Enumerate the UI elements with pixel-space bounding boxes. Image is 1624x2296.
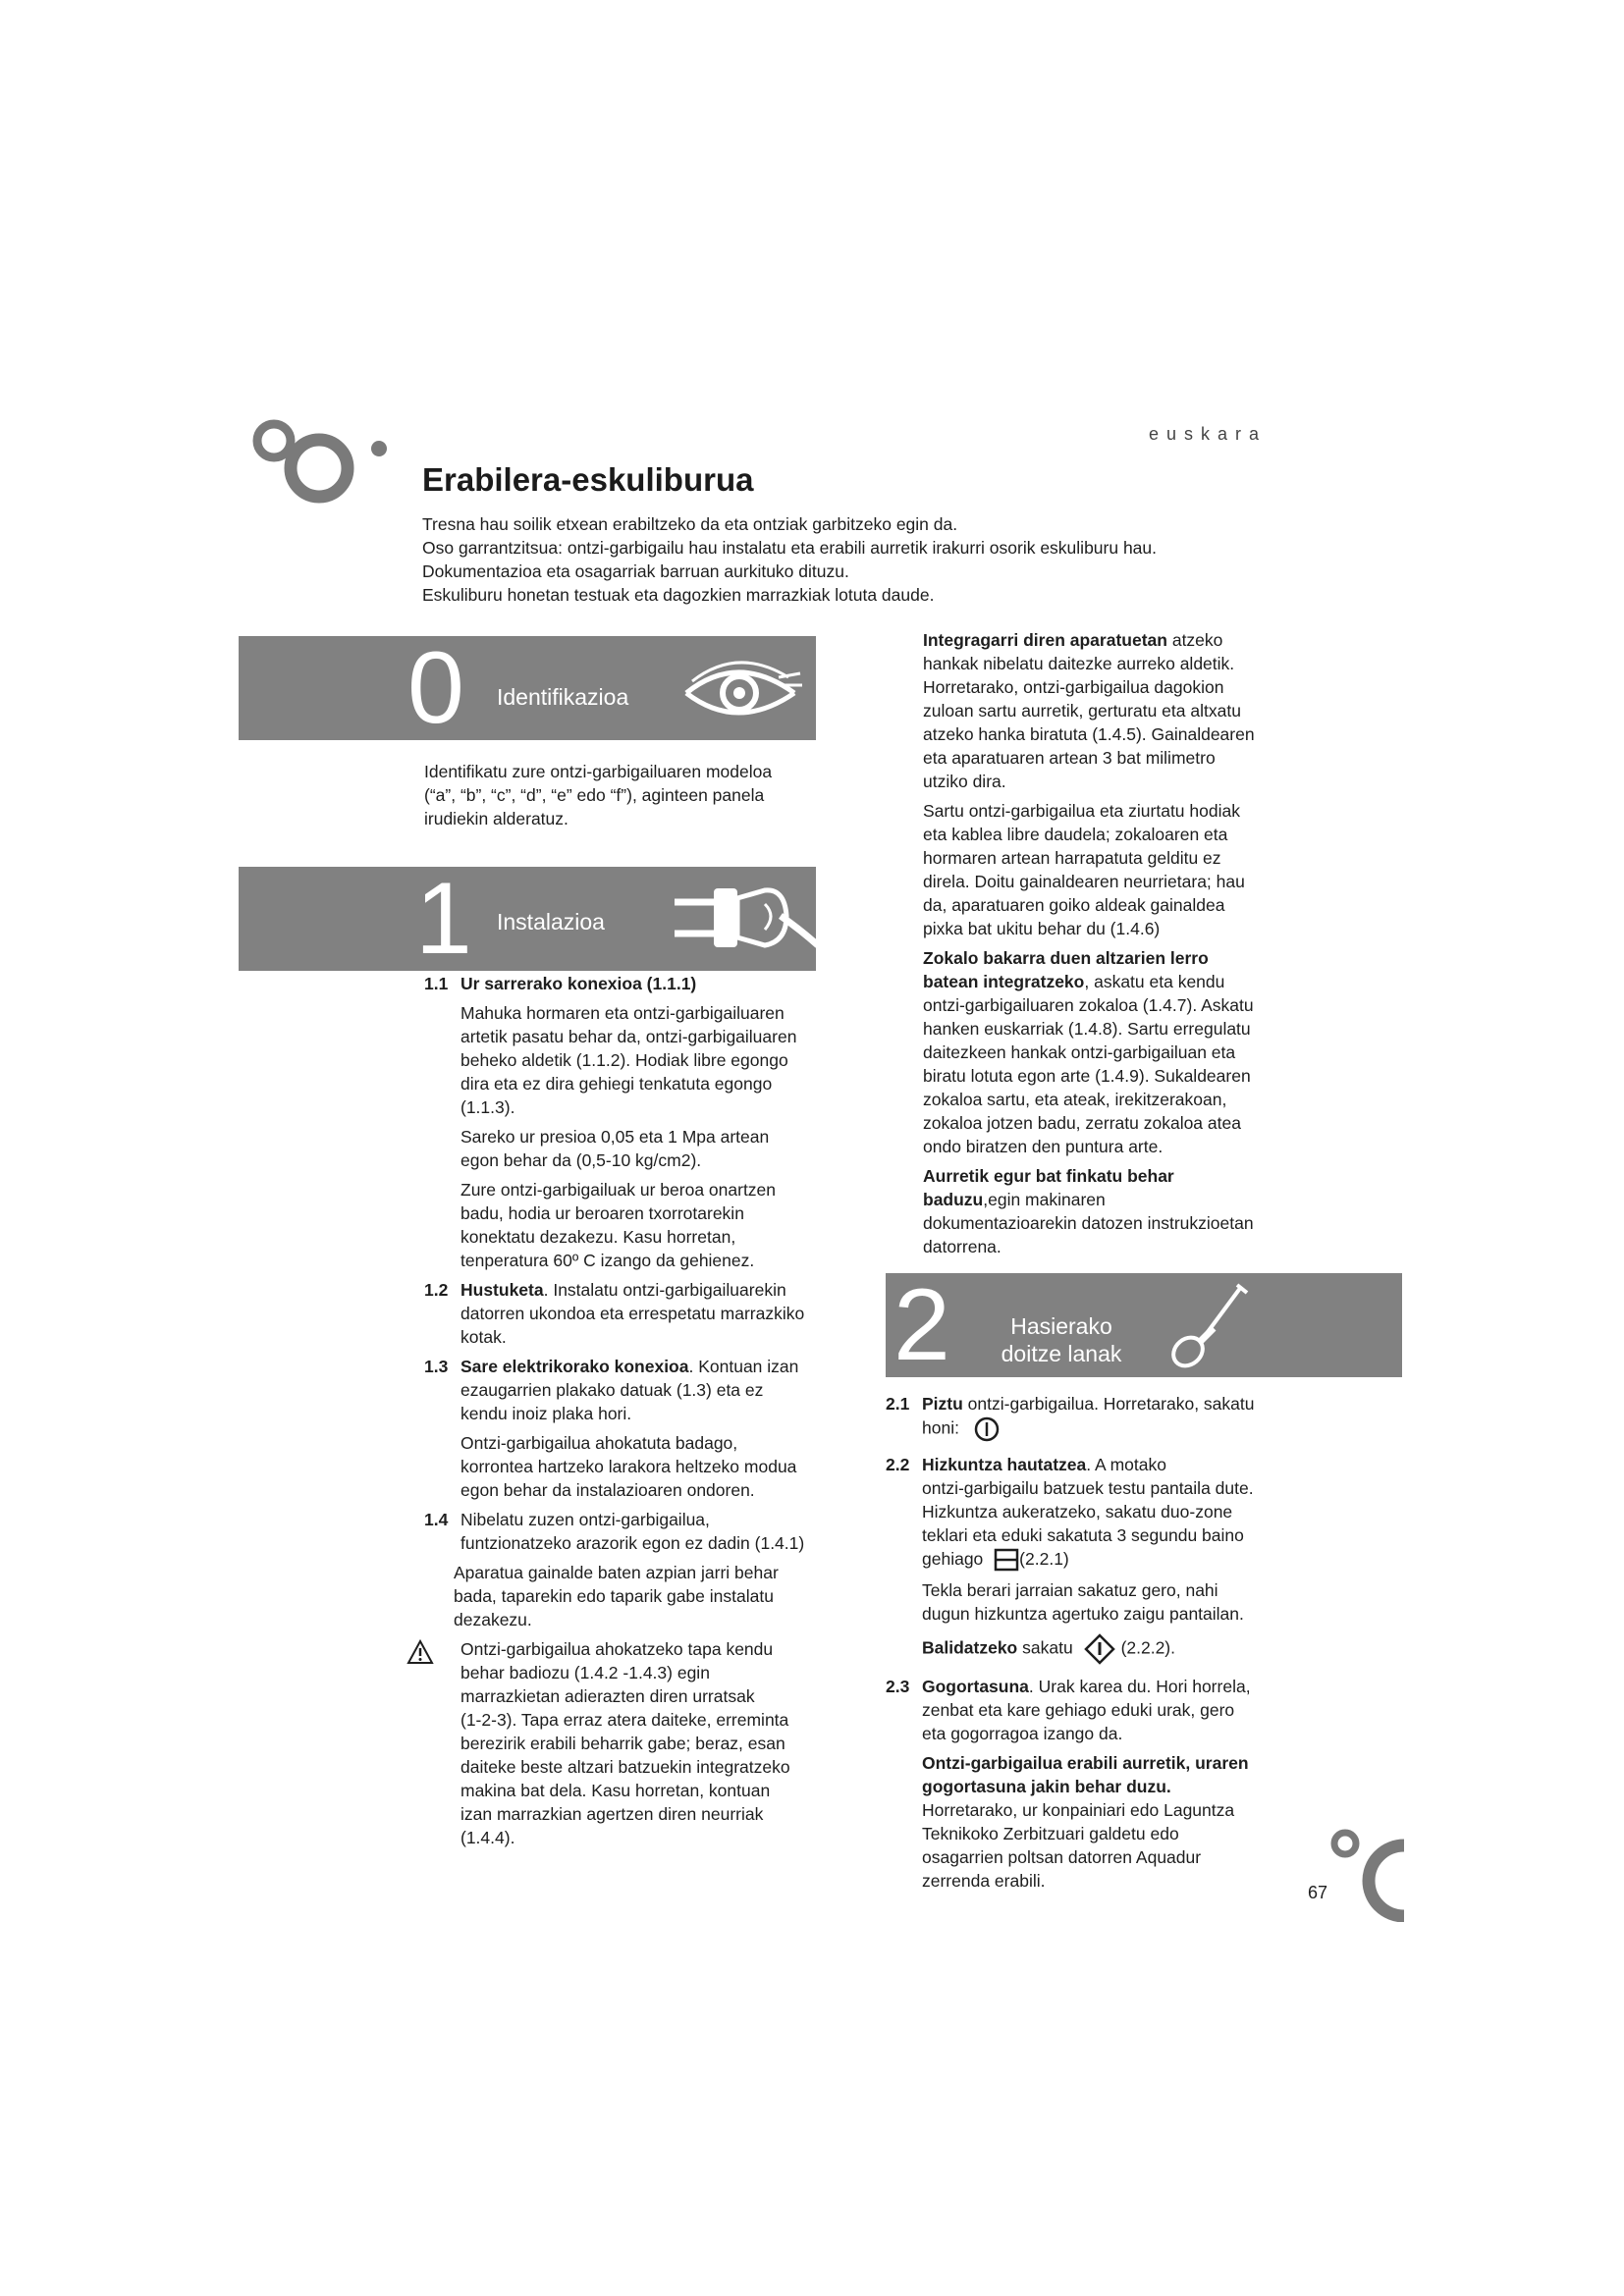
body-line: (1.4.4). (460, 1828, 515, 1847)
body-line: datorrena. (923, 1237, 1001, 1256)
body-line: korrontea hartzeko larakora heltzeko modua (460, 1457, 797, 1476)
section-title: Identifikazioa (497, 684, 629, 710)
body-line: ontzi-garbigailuaren zokaloa (1.4.7). Askatu (923, 995, 1254, 1015)
eye-icon (678, 648, 804, 730)
section-1-header (239, 867, 816, 971)
body-line: hanken euskarriak (1.4.8). Sartu erregulatu (923, 1019, 1251, 1039)
body-line: atzeko hanka biratuta (1.4.5). Gainaldearen (923, 724, 1255, 744)
body-line: Horretarako, ur konpainiari edo Laguntza (922, 1800, 1235, 1821)
bold-text: batean integratzeko (923, 972, 1085, 991)
body-line: marrazkietan adierazten diren urratsak (460, 1686, 755, 1706)
body-line: (1.1.3). (460, 1097, 515, 1117)
footer-logo (1329, 1826, 1404, 1922)
brand-logo (247, 416, 395, 507)
body-line: zuloan sartu aurretik, gerturatu eta altxatu (923, 701, 1241, 721)
body-line: direla. Doitu gainaldearen neurrietara; hau (923, 872, 1245, 891)
item-1-1 (424, 972, 827, 995)
body-line: dezakezu. (454, 1610, 532, 1629)
intro-line: Dokumentazioa eta osagarriak barruan aurkituko dituzu. (422, 561, 849, 581)
body-line: Zure ontzi-garbigailuak ur beroa onartzen (460, 1180, 777, 1200)
body-line: ontzi-garbigailu batzuek testu pantaila dute. (922, 1478, 1254, 1498)
paragraph (923, 946, 1306, 1158)
item-number: 1.4 (424, 1510, 449, 1529)
body-line: funtzionatzeko arazorik egon ez dadin (1.4.1) (460, 1533, 805, 1553)
body-line: (1-2-3). Tapa erraz atera daiteke, erreminta (460, 1710, 789, 1730)
section-number: 2 (893, 1273, 950, 1377)
bold-text: Balidatzeko (922, 1638, 1018, 1658)
body-text: ,egin makinaren (983, 1190, 1106, 1209)
paragraph (923, 799, 1306, 940)
body-text: honi: (922, 1417, 959, 1438)
body-line: zokaloa sartu, eta ateak, irekitzerakoan, (923, 1090, 1227, 1109)
item-title: Piztu (922, 1394, 963, 1414)
body-line: behar badiozu (1.4.2 -1.4.3) egin (460, 1663, 710, 1682)
item-number: 2.3 (886, 1677, 910, 1697)
body-line: zokaloa jotzen badu, zerratu zokaloa atea (923, 1113, 1241, 1133)
body-line: Hizkuntza aukeratzeko, sakatu duo-zone (922, 1502, 1233, 1522)
item-2-1 (886, 1392, 1288, 1443)
item-2-2 (886, 1453, 1288, 1665)
intro-line: Eskuliburu honetan testuak eta dagozkien marrazkiak lotuta daude. (422, 585, 935, 605)
body-line: Tekla berari jarraian sakatuz gero, nahi (922, 1580, 1218, 1601)
body-line: pixka bat ukitu behar du (1.4.6) (923, 919, 1161, 938)
plug-icon (671, 877, 816, 965)
bold-text: Zokalo bakarra duen altzarien lerro (923, 948, 1209, 968)
section-number: 0 (407, 636, 464, 740)
body-line: ondo biratzen den puntura arte. (923, 1137, 1164, 1156)
intro-text (422, 512, 1267, 607)
body-line: da, aparatuaren goiko aldeak gainaldea (923, 895, 1225, 915)
item-1-3 (424, 1355, 827, 1425)
body-line: egon behar da (0,5-10 kg/cm2). (460, 1150, 702, 1170)
body-line: daitezkeen hankak ontzi-garbigailuan eta (923, 1042, 1236, 1062)
body-line: Horretarako, ontzi-garbigailua dagokion (923, 677, 1224, 697)
body-line: eta gogorragoa izango da. (922, 1724, 1123, 1744)
section-title: Instalazioa (497, 909, 605, 934)
section-2-body (886, 1392, 1288, 1893)
item-title: Hustuketa (460, 1280, 544, 1300)
body-text: . Kontuan izan (688, 1357, 799, 1376)
body-line: kendu inoiz plaka hori. (460, 1404, 632, 1423)
body-line: irudiekin alderatuz. (424, 809, 568, 828)
item-number: 1.3 (424, 1357, 449, 1376)
bold-text: Aurretik egur bat finkatu behar (923, 1166, 1174, 1186)
bold-text: Ontzi-garbigailua erabili aurretik, uraren (922, 1753, 1249, 1774)
item-1-1-paragraph (424, 1001, 827, 1119)
item-1-3-paragraph (424, 1431, 827, 1502)
power-icon (972, 1415, 1001, 1443)
body-line: berezirik erabili beharrik gabe; beraz, esan (460, 1734, 785, 1753)
body-line: datorren ukondoa eta errespetatu marrazkiko (460, 1304, 805, 1323)
bold-text: gogortasuna jakin behar duzu. (922, 1777, 1171, 1797)
paragraph (922, 1578, 1288, 1626)
item-title: Sare elektrikorako konexioa (460, 1357, 689, 1376)
body-line: zenbat eta kare gehiago eduki urak, gero (922, 1700, 1235, 1721)
body-text: , askatu eta kendu (1084, 972, 1225, 991)
body-line: Mahuka hormaren eta ontzi-garbigailuaren (460, 1003, 785, 1023)
duo-zone-icon (994, 1547, 1019, 1573)
item-title: Gogortasuna (922, 1677, 1029, 1697)
language-label: euskara (1149, 424, 1268, 444)
warning-icon (406, 1639, 434, 1665)
body-line: Aparatua gainalde baten azpian jarri behar (454, 1563, 779, 1582)
body-line: zerrenda erabili. (922, 1871, 1046, 1892)
body-line: kotak. (460, 1327, 507, 1347)
body-line: Teknikoko Zerbitzuari galdetu edo (922, 1824, 1179, 1844)
section-title-line-1: Hasierako (1010, 1313, 1112, 1339)
body-line: Sareko ur presioa 0,05 eta 1 Mpa artean (460, 1127, 770, 1147)
body-text: atzeko (1166, 630, 1223, 650)
section-2-header (886, 1273, 1402, 1377)
item-1-2 (424, 1278, 827, 1349)
section-1-body (424, 972, 827, 1849)
item-2-3 (886, 1675, 1288, 1893)
body-line: bada, taparekin edo taparik gabe instalatu (454, 1586, 774, 1606)
body-text: . Urak karea du. Hori horrela, (1028, 1677, 1251, 1697)
body-line: Identifikatu zure ontzi-garbigailuaren modeloa (424, 762, 773, 781)
item-number: 2.2 (886, 1455, 910, 1474)
body-text: gehiago (922, 1549, 984, 1569)
item-number: 2.1 (886, 1394, 910, 1414)
body-line: dugun hizkuntza agertuko zaigu pantailan. (922, 1604, 1244, 1625)
validate-icon (1084, 1633, 1115, 1665)
body-line: badu, hodia ur beroaren txorrotarekin (460, 1203, 744, 1223)
body-line: osagarrien poltsan datorren Aquadur (922, 1847, 1202, 1868)
body-line: Ontzi-garbigailua ahokatuta badago, (460, 1433, 738, 1453)
paragraph (922, 1751, 1288, 1893)
body-line: utziko dira. (923, 772, 1006, 791)
body-line: Nibelatu zuzen ontzi-garbigailua, (460, 1510, 710, 1529)
intro-line: Oso garrantzitsua: ontzi-garbigailu hau instalatu eta erabili aurretik irakurri osorik eskuliburu hau. (422, 538, 1158, 558)
body-line: dokumentazioarekin datozen instrukzioetan (923, 1213, 1254, 1233)
item-number: 1.2 (424, 1280, 449, 1300)
item-title: Hizkuntza hautatzea (922, 1455, 1087, 1474)
section-title-line-2: doitze lanak (1001, 1341, 1122, 1366)
item-1-1-paragraph (424, 1178, 827, 1272)
body-line: ezaugarrien plakako datuak (1.3) eta ez (460, 1380, 764, 1400)
body-text: (2.2.1) (1019, 1549, 1069, 1569)
body-text: ontzi-garbigailua. Horretarako, sakatu (962, 1394, 1255, 1414)
item-number: 1.1 (424, 974, 449, 993)
item-1-4 (424, 1508, 827, 1555)
body-line: eta aparatuaren artean 3 bat milimetro (923, 748, 1216, 768)
body-line: tenperatura 60º C izango da gehienez. (460, 1251, 755, 1270)
body-line: teklari eta eduki sakatuta 3 segundu baino (922, 1525, 1244, 1545)
body-text: . Instalatu ontzi-garbigailuarekin (543, 1280, 786, 1300)
bold-text: Integragarri diren aparatuetan (923, 630, 1167, 650)
wrench-icon (1163, 1281, 1251, 1373)
body-line: Sartu ontzi-garbigailua eta ziurtatu hodiak (923, 801, 1240, 821)
body-line: artetik pasatu behar da, ontzi-garbigailuaren (460, 1027, 797, 1046)
right-column-body (923, 628, 1306, 1258)
page-title: Erabilera-eskuliburua (422, 461, 754, 498)
body-line: Ontzi-garbigailua ahokatzeko tapa kendu (460, 1639, 774, 1659)
body-line: beheko aldetik (1.1.2). Hodiak libre egongo (460, 1050, 788, 1070)
body-line: makina bat dela. Kasu horretan, kontuan (460, 1781, 771, 1800)
section-0-body (424, 760, 817, 830)
body-line: egon behar da instalazioaren ondoren. (460, 1480, 755, 1500)
body-text: . A motako (1086, 1455, 1166, 1474)
body-line: hormaren artean harrapatuta gelditu ez (923, 848, 1221, 868)
warning-note (424, 1637, 827, 1849)
item-title: Ur sarrerako konexioa (1.1.1) (460, 974, 697, 993)
section-number: 1 (415, 867, 472, 971)
bold-text: baduzu (923, 1190, 984, 1209)
body-line: eta kablea libre daudela; zokaloaren eta (923, 825, 1228, 844)
page-number: 67 (1308, 1883, 1328, 1902)
section-0-header (239, 636, 816, 740)
item-1-4-paragraph (424, 1561, 827, 1631)
body-line: dira eta ez dira gehiegi tenkatuta egongo (460, 1074, 773, 1094)
body-text: sakatu (1022, 1638, 1073, 1658)
body-text: (2.2.2). (1120, 1638, 1176, 1658)
item-1-1-paragraph (424, 1125, 827, 1172)
body-line: hankak nibelatu daitezke aurreko aldetik. (923, 654, 1235, 673)
body-line: daiteke beste altzari batzuekin integratzeko (460, 1757, 790, 1777)
body-line: biratu lotuta egon arte (1.4.9). Sukaldearen (923, 1066, 1251, 1086)
body-line: konektatu dezakezu. Kasu horretan, (460, 1227, 736, 1247)
body-line: (“a”, “b”, “c”, “d”, “e” edo “f”), aginteen panela (424, 785, 765, 805)
paragraph (923, 1164, 1306, 1258)
body-line: izan marrazkian agertzen diren neurriak (460, 1804, 764, 1824)
intro-line: Tresna hau soilik etxean erabiltzeko da eta ontziak garbitzeko egin da. (422, 514, 958, 534)
